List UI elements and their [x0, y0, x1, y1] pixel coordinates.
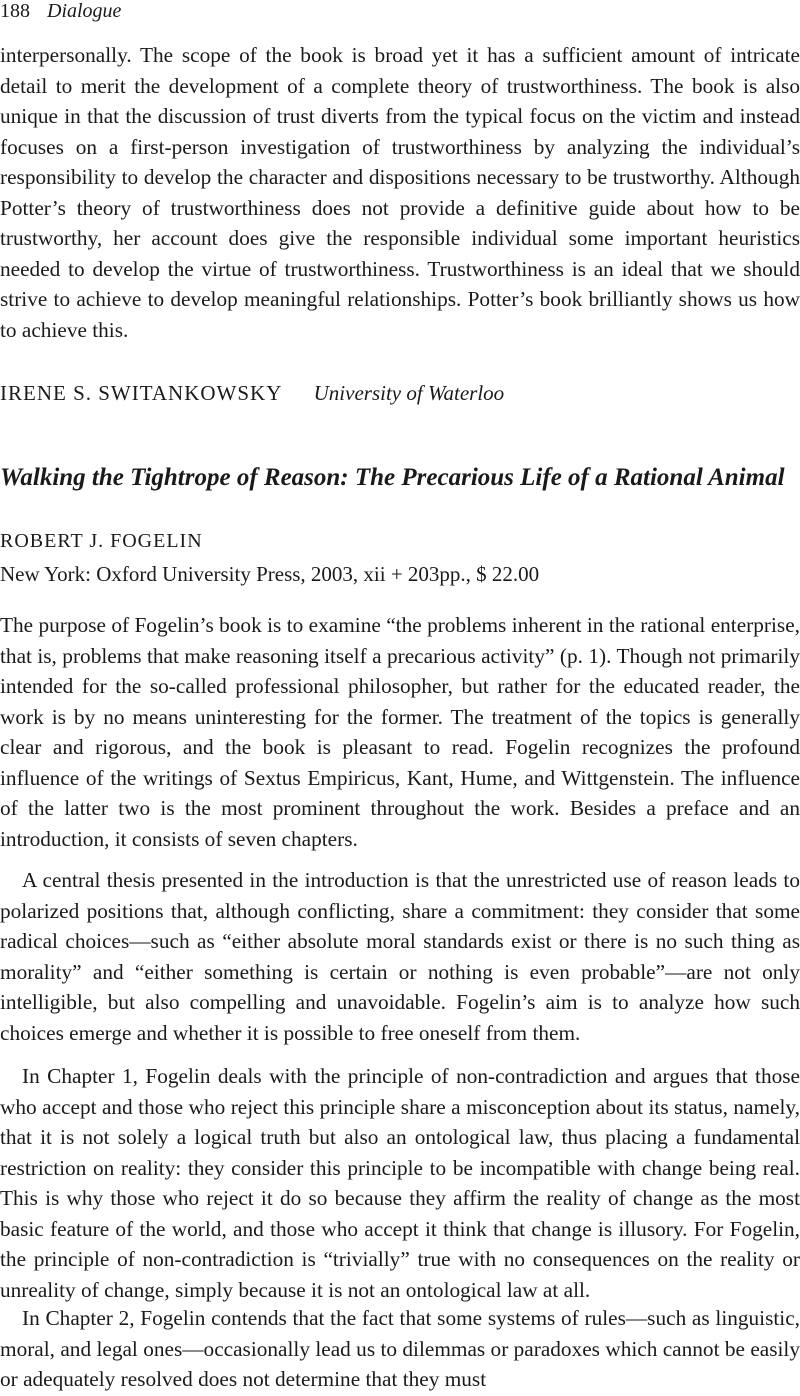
- previous-review-closing-paragraph: interpersonally. The scope of the book is broad yet it has a sufficient amount of intricate detail to merit the development of a complete theory of trustworthiness. The book is also unique in that the discussion of trust diverts from the typical focus on the victim and instead focuses on a first-person investigation of trustworthiness by analyzing the individual’s responsibility to develop the character and dispositions necessary to be trustworthy. Although Potter’s theory of trustworthiness does not provide a definitive guide about how to be trustworthy, her account does give the responsible individual some important heuristics needed to develop the virtue of trustworthiness. Trustworthiness is an ideal that we should strive to achieve to develop meaningful relationships. Potter’s book brilliantly shows us how to achieve this.: [0, 43, 800, 342]
- review-paragraph-1: The purpose of Fogelin’s book is to examine “the problems inherent in the rational enterprise, that is, problems that make reasoning itself a precarious activity” (p. 1). Though not primarily intended for the so-called professional philosopher, but rather for the educated reader, the work is by no means uninteresting for the former. The treatment of the topics is generally clear and rigorous, and the book is pleasant to read. Fogelin recognizes the profound influence of the writings of Sextus Empiricus, Kant, Hume, and Wittgenstein. The influence of the latter two is the most prominent throughout the work. Besides a preface and an introduction, it consists of seven chapters.: [0, 613, 800, 851]
- review-paragraph-3: In Chapter 1, Fogelin deals with the principle of non-contradiction and argues that those who accept and those who reject this principle share a misconception about its status, namely, that it is not solely a logical truth but also an ontological law, thus placing a fundamental restriction on reality: they consider this principle to be incompatible with change being real. This is why those who reject it do so because they affirm the reality of change as the most basic feature of the world, and those who accept it think that change is illusory. For Fogelin, the principle of non-contradiction is “trivially” true with no consequences on the reality or unreality of change, simply because it is not an ontological law at all.: [0, 1064, 800, 1302]
- review-paragraph-4: In Chapter 2, Fogelin contends that the fact that some systems of rules—such as linguistic, moral, and legal ones—occasionally lead us to dilemmas or paradoxes which cannot be easily or adequately resolved does not determine that they must: [0, 1306, 800, 1391]
- review-book-title: Walking the Tightrope of Reason: The Precarious Life of a Rational Animal: [0, 464, 785, 491]
- reviewer-affiliation: University of Waterloo: [313, 381, 505, 405]
- review-paragraph-2: A central thesis presented in the introduction is that the unrestricted use of reason leads to polarized positions that, although conflicting, share a commitment: they consider that some radical choices—such as “either absolute moral standards exist or there is no such thing as morality” and “either something is certain or nothing is even probable”—are not only intelligible, but also compelling and unavoidable. Fogelin’s aim is to analyze how such choices emerge and whether it is possible to free oneself from them.: [0, 868, 800, 1045]
- journal-name: Dialogue: [47, 0, 122, 22]
- book-author: ROBERT J. FOGELIN: [0, 530, 203, 552]
- publication-info: New York: Oxford University Press, 2003, xii + 203pp., $ 22.00: [0, 562, 540, 586]
- reviewer-name: IRENE S. SWITANKOWSKY: [0, 381, 283, 405]
- running-head: [0, 0, 121, 23]
- reviewer-signature: [0, 378, 504, 408]
- page-number: 188: [0, 0, 30, 22]
